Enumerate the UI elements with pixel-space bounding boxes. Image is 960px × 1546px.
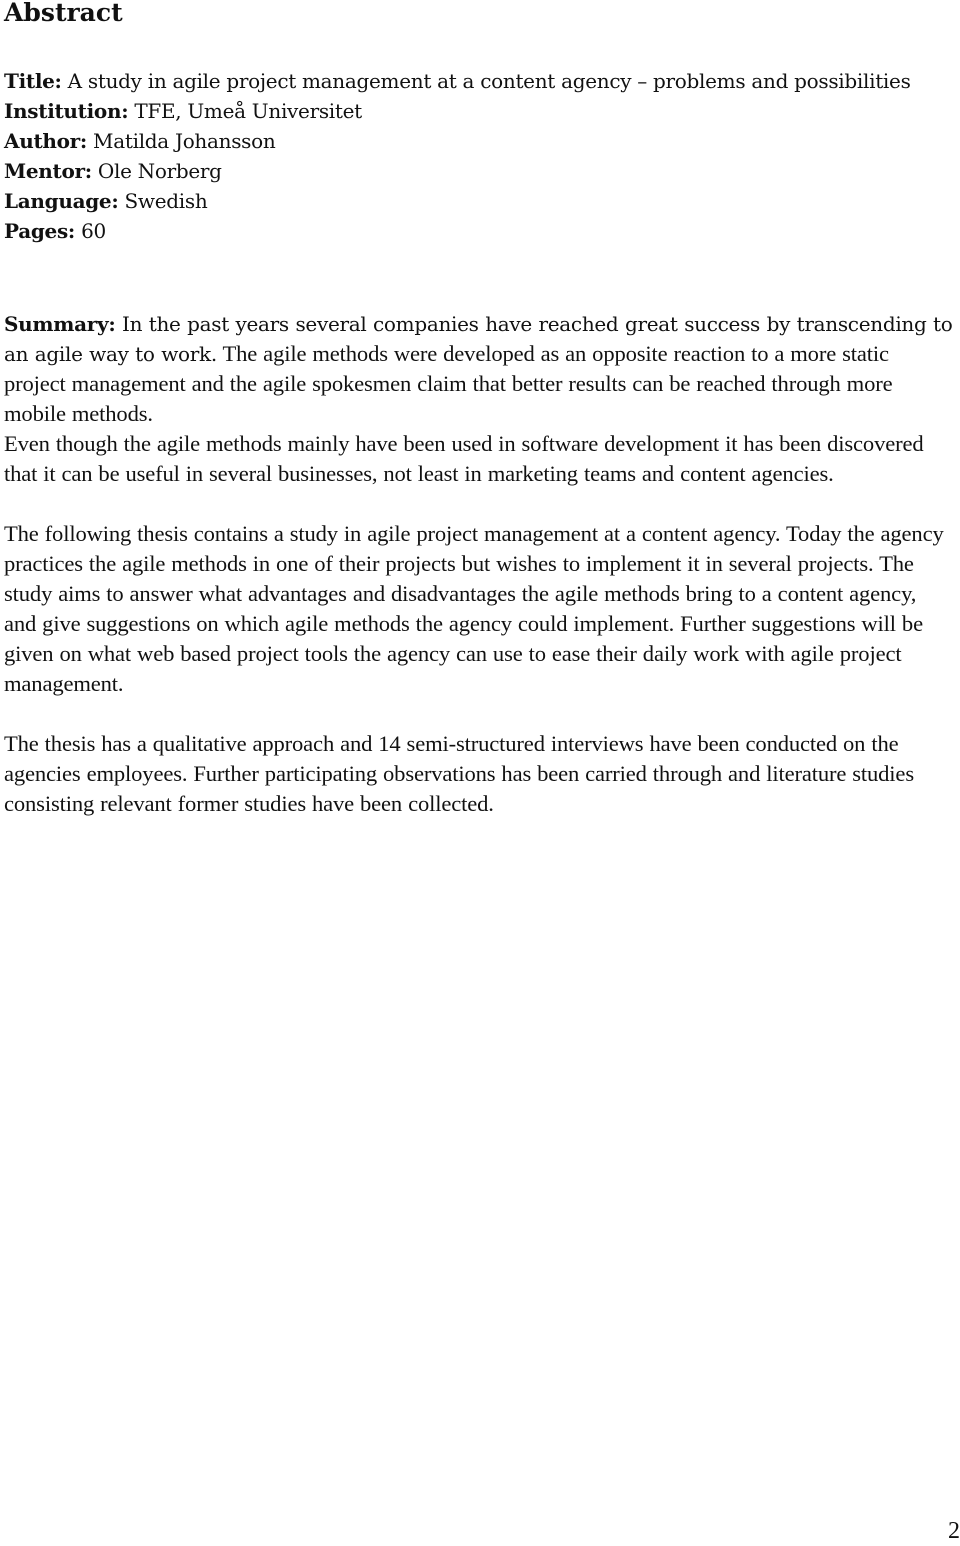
meta-institution-key: Institution: xyxy=(4,99,129,123)
meta-title xyxy=(4,66,944,96)
abstract-body xyxy=(4,309,954,819)
abstract-heading: Abstract xyxy=(4,0,123,27)
meta-author-value: Matilda Johansson xyxy=(87,129,276,153)
meta-pages-value: 60 xyxy=(75,219,106,243)
summary-paragraph xyxy=(4,309,954,429)
meta-title-value: A study in agile project management at a content agency – problems and possibilities xyxy=(61,69,911,93)
meta-language-key: Language: xyxy=(4,189,119,213)
thesis-metadata xyxy=(4,66,944,246)
meta-author xyxy=(4,126,944,156)
page-number: 2 xyxy=(948,1518,960,1544)
meta-mentor-value: Ole Norberg xyxy=(91,159,222,183)
summary-lead-text: In the past years several companies have reached great success by transcending to an agile way to work. xyxy=(4,312,953,366)
meta-institution-value: TFE, Umeå Universitet xyxy=(128,99,362,123)
summary-key: Summary: xyxy=(4,312,116,336)
meta-language-value: Swedish xyxy=(118,189,208,213)
meta-language xyxy=(4,186,944,216)
study-paragraph: The following thesis contains a study in agile project management at a content agency. Today the agency practices the agile methods in one of their projects but wishes to implement it in several projects. The study aims to answer what advantages and disadvantages the agile methods bring to a content agency, and give suggestions on which agile methods the agency could implement. Further suggestions will be given on what web based project tools the agency can use to ease their daily work with agile project management. xyxy=(4,521,944,696)
meta-mentor-key: Mentor: xyxy=(4,159,92,183)
meta-title-key: Title: xyxy=(4,69,62,93)
meta-mentor xyxy=(4,156,944,186)
method-paragraph: The thesis has a qualitative approach and 14 semi-structured interviews have been conducted on the agencies employees. Further participating observations has been carried through and literature studies consisting relevant former studies have been collected. xyxy=(4,731,914,816)
summary-paragraph-2: Even though the agile methods mainly have been used in software development it has been discovered that it can be useful in several businesses, not least in marketing teams and content agencies. xyxy=(4,431,924,486)
meta-institution xyxy=(4,96,944,126)
summary-rest-text: The agile methods were developed as an opposite reaction to a more static project management and the agile spokesmen claim that better results can be reached through more mobile methods. xyxy=(4,341,893,426)
meta-pages-key: Pages: xyxy=(4,219,76,243)
paragraph-gap xyxy=(4,699,954,729)
paragraph-gap xyxy=(4,489,954,519)
meta-author-key: Author: xyxy=(4,129,87,153)
meta-pages xyxy=(4,216,944,246)
